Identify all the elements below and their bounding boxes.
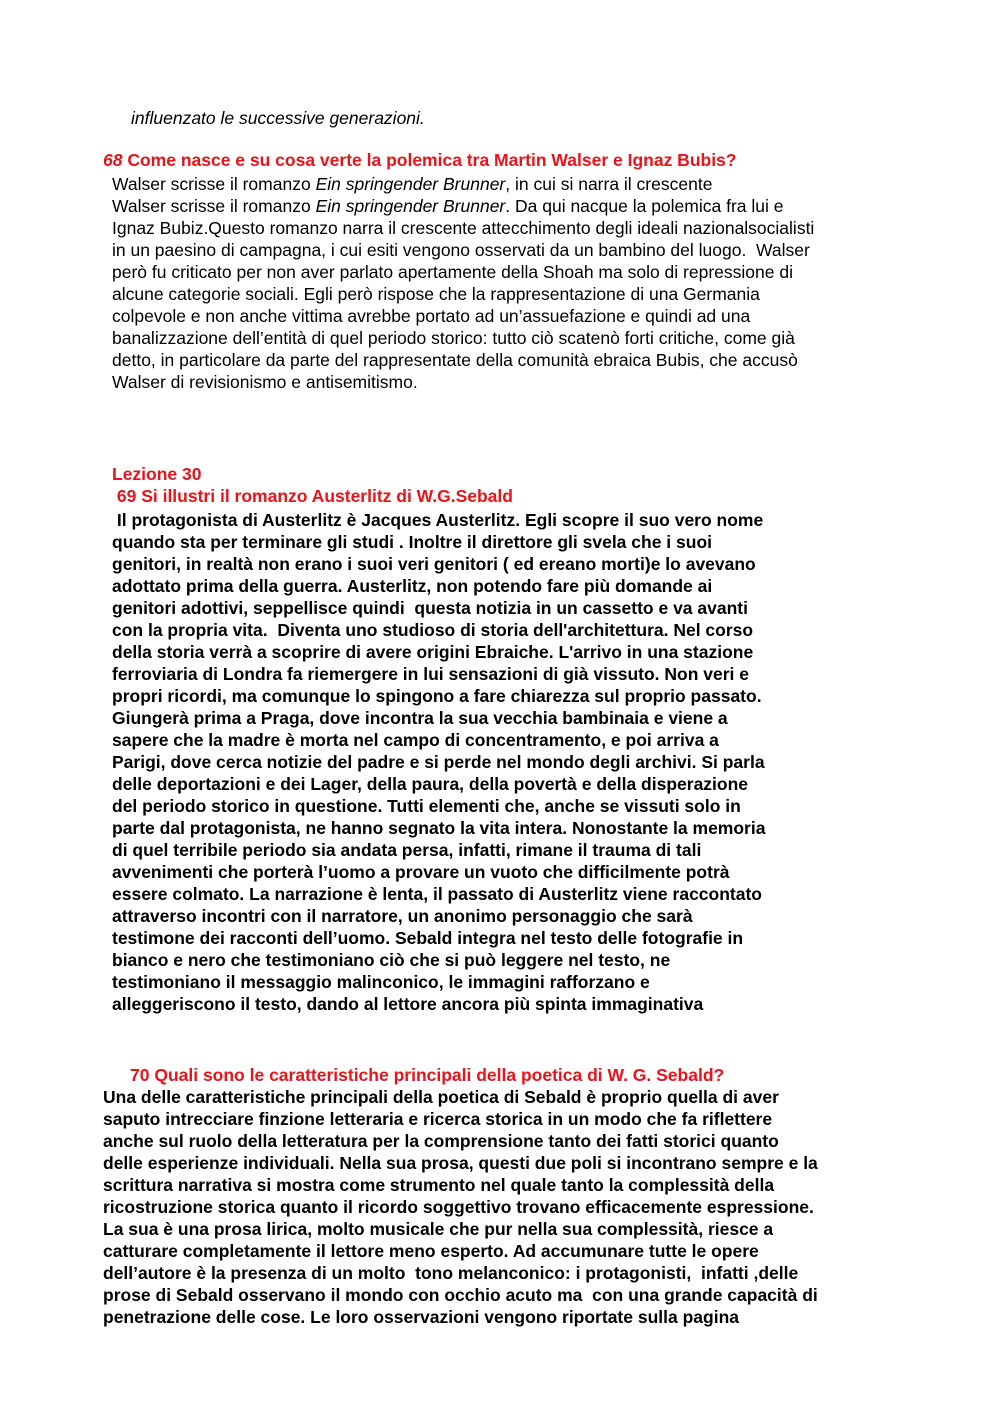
answer-68-line: Walser scrisse il romanzo Ein springender Brunner. Da qui nacque la polemica fra lui e [112,196,784,216]
answer-69-line: Giungerà prima a Praga, dove incontra la sua vecchia bambinaia e viene a [112,708,728,728]
answer-69-line: propri ricordi, ma comunque lo spingono a fare chiarezza sul proprio passato. [112,686,762,706]
answer-70-line: delle esperienze individuali. Nella sua prosa, questi due poli si incontrano sempre e la [103,1153,818,1173]
question-70-heading: 70 Quali sono le caratteristiche principali della poetica di W. G. Sebald? [130,1065,725,1085]
answer-69-line: alleggeriscono il testo, dando al lettore ancora più spinta immaginativa [112,994,704,1014]
answer-69-line: genitori, in realtà non erano i suoi veri genitori ( ed ereano morti)e lo avevano [112,554,756,574]
lesson-heading: Lezione 30 [112,464,202,484]
answer-70 [103,1086,818,1328]
answer-69-line: sapere che la madre è morta nel campo di concentramento, e poi arriva a [112,730,719,750]
answer-69-line: con la propria vita. Diventa uno studioso di storia dell'architettura. Nel corso [112,620,754,640]
answer-68-line: però fu criticato per non aver parlato apertamente della Shoah ma solo di repressione di [112,262,793,282]
answer-70-line: penetrazione delle cose. Le loro osservazioni vengono riportate sulla pagina [103,1307,739,1327]
answer-68-line: in un paesino di campagna, i cui esiti vengono osservati da un bambino del luogo. Walser [112,240,810,260]
answer-69-line: genitori adottivi, seppellisce quindi questa notizia in un cassetto e va avanti [112,598,748,618]
answer-68-line: detto, in particolare da parte del rappresentate della comunità ebraica Bubis, che accusò [112,350,798,370]
answer-70-line: catturare completamente il lettore meno esperto. Ad accumunare tutte le opere [103,1241,759,1261]
answer-69-line: avvenimenti che porterà l’uomo a provare un vuoto che difficilmente potrà [112,862,730,882]
answer-69-line: della storia verrà a scoprire di avere origini Ebraiche. L'arrivo in una stazione [112,642,754,662]
answer-69-line: Parigi, dove cerca notizie del padre e si perde nel mondo degli archivi. Si parla [112,752,765,772]
answer-69-line: bianco e nero che testimoniano ciò che si può leggere nel testo, ne [112,950,671,970]
answer-69-line: parte dal protagonista, ne hanno segnato la vita intera. Nonostante la memoria [112,818,766,838]
question-68-heading [103,149,736,171]
answer-70-line: anche sul ruolo della letteratura per la comprensione tanto dei fatti storici quanto [103,1131,779,1151]
answer-68 [112,173,814,393]
answer-70-line: dell’autore è la presenza di un molto tono melanconico: i protagonisti, infatti ,delle [103,1263,799,1283]
answer-70-line: La sua è una prosa lirica, molto musicale che pur nella sua complessità, riesce a [103,1219,774,1239]
answer-70-line: prose di Sebald osservano il mondo con occhio acuto ma con una grande capacità di [103,1285,818,1305]
answer-68-line: Ignaz Bubiz.Questo romanzo narra il crescente attecchimento degli ideali nazionalsocialisti [112,218,815,238]
answer-70-line: scrittura narrativa si mostra come strumento nel quale tanto la complessità della [103,1175,775,1195]
answer-69-line: adottato prima della guerra. Austerlitz, non potendo fare più domande ai [112,576,713,596]
answer-69 [112,509,765,1015]
question-68-number: 68 [103,150,123,170]
question-68-title: Come nasce e su cosa verte la polemica tra Martin Walser e Ignaz Bubis? [122,150,737,170]
answer-69-line: testimone dei racconti dell’uomo. Sebald integra nel testo delle fotografie in [112,928,744,948]
answer-68-line: alcune categorie sociali. Egli però rispose che la rappresentazione di una Germania [112,284,760,304]
answer-69-line: quando sta per terminare gli studi . Inoltre il direttore gli svela che i suoi [112,532,712,552]
intro-line: influenzato le successive generazioni. [131,108,425,128]
answer-69-line: delle deportazioni e dei Lager, della paura, della povertà e della disperazione [112,774,749,794]
answer-69-line: ferroviaria di Londra fa riemergere in lui sensazioni di già vissuto. Non veri e [112,664,749,684]
answer-69-line: attraverso incontri con il narratore, un anonimo personaggio che sarà [112,906,693,926]
answer-69-line: Il protagonista di Austerlitz è Jacques Austerlitz. Egli scopre il suo vero nome [112,510,764,530]
answer-69-line: testimoniano il messaggio malinconico, le immagini rafforzano e [112,972,650,992]
answer-70-line: saputo intrecciare finzione letteraria e ricerca storica in un modo che fa riflettere [103,1109,773,1129]
answer-68-line: banalizzazione dell’entità di quel periodo storico: tutto ciò scatenò forti critiche, come già [112,328,795,348]
answer-69-line: essere colmato. La narrazione è lenta, il passato di Austerlitz viene raccontato [112,884,762,904]
answer-69-line: del periodo storico in questione. Tutti elementi che, anche se vissuti solo in [112,796,741,816]
answer-68-line: Walser scrisse il romanzo Ein springender Brunner, in cui si narra il crescente [112,174,713,194]
answer-70-line: ricostruzione storica quanto il ricordo soggettivo trovano efficacemente espressione. [103,1197,814,1217]
answer-68-line: Walser di revisionismo e antisemitismo. [112,372,418,392]
answer-69-line: di quel terribile periodo sia andata persa, infatti, rimane il trauma di tali [112,840,702,860]
answer-68-line: colpevole e non anche vittima avrebbe portato ad un’assuefazione e quindi ad una [112,306,751,326]
question-69-heading: 69 Si illustri il romanzo Austerlitz di W.G.Sebald [112,486,513,506]
answer-70-line: Una delle caratteristiche principali della poetica di Sebald è proprio quella di aver [103,1087,779,1107]
